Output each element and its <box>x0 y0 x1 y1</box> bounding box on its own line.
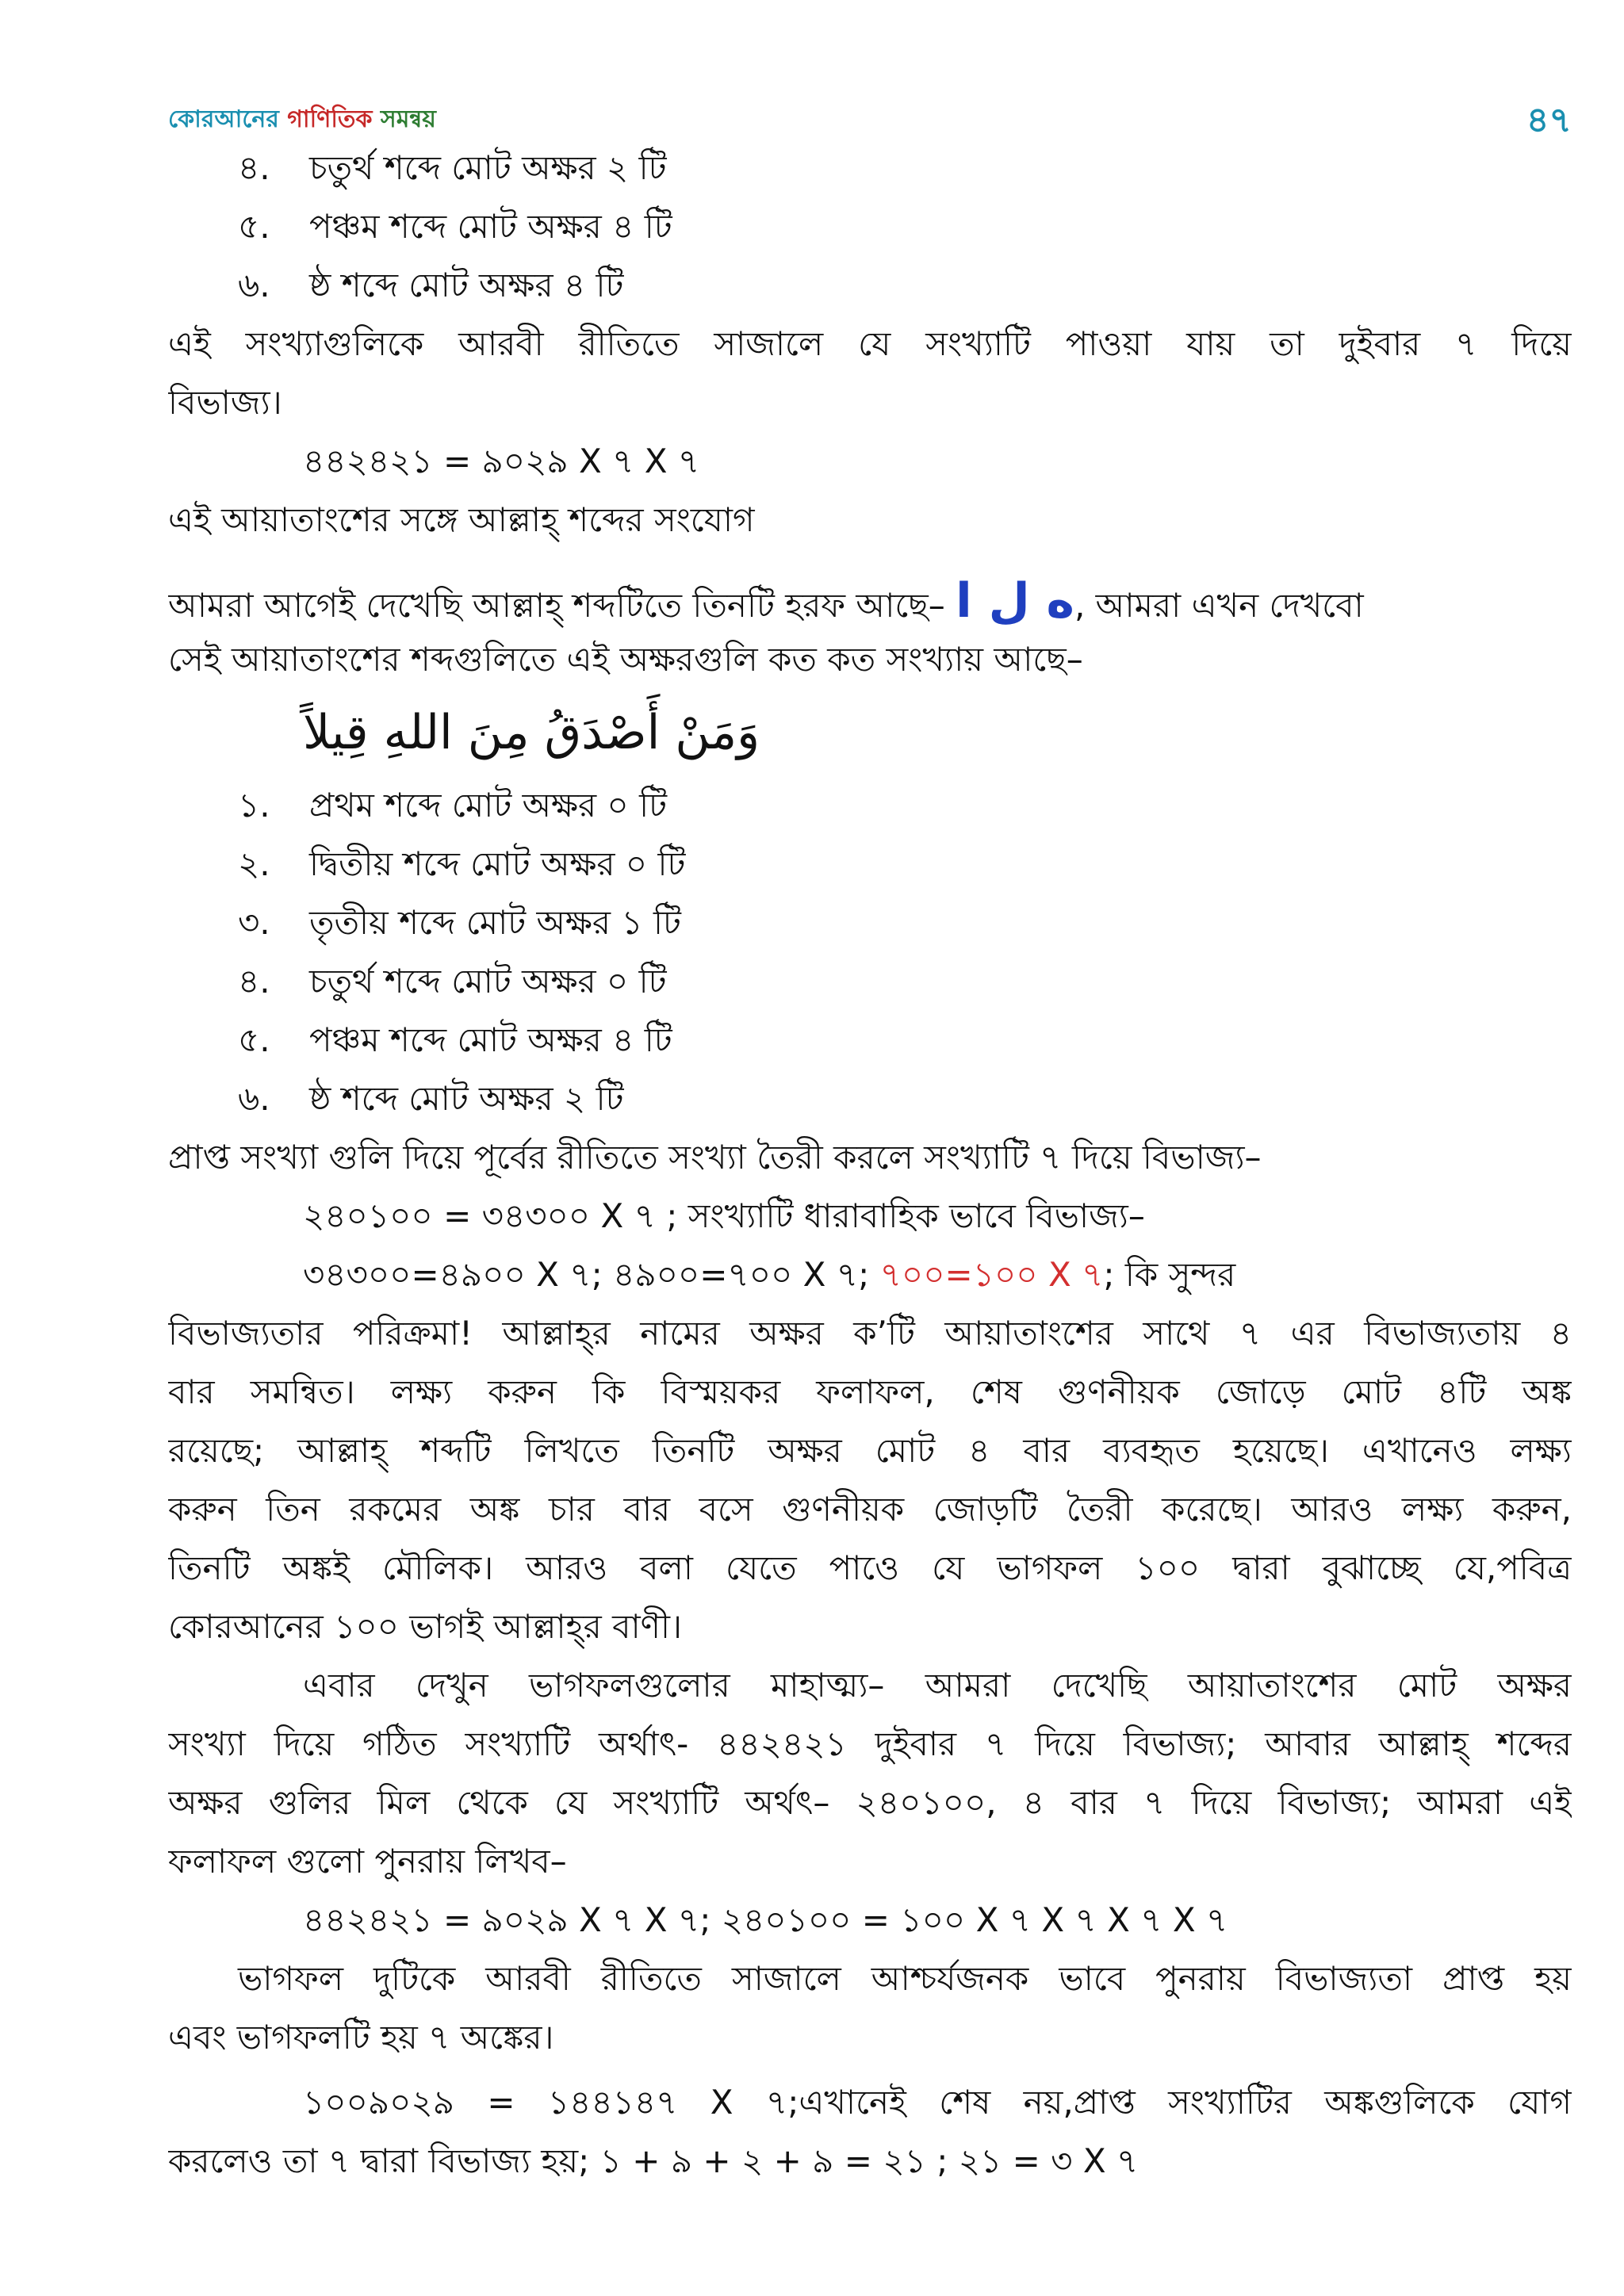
paragraph-line: তিনটি অঙ্কই মৌলিক। আরও বলা যেতে পাওে যে ভাগফল ১০০ দ্বারা বুঝাচ্ছে যে,পবিত্র <box>168 1548 1572 1587</box>
paragraph-line: বিভাজ্যতার পরিক্রমা! আল্লাহ্‌র নামের অক্ষর ক’টি আয়াতাংশের সাথে ৭ এর বিভাজ্যতায় ৪ <box>168 1314 1572 1353</box>
list-item <box>238 1070 1572 1128</box>
list-item-number: ১. <box>238 786 270 825</box>
equation-text: ৩৪৩০০=৪৯০০ X ৭; ৪৯০০=৭০০ X ৭; <box>303 1255 870 1294</box>
spacer <box>168 549 1572 572</box>
paragraph-line: ভাগফল দুটিকে আরবী রীতিতে সাজালে আশ্চর্যজনক ভাবে পুনরায় বিভাজ্যতা প্রাপ্ত হয় <box>238 1959 1572 1998</box>
paragraph-line: অক্ষর গুলির মিল থেকে যে সংখ্যাটি অর্থৎ– ২৪০১০০, ৪ বার ৭ দিয়ে বিভাজ্য; আমরা এই <box>168 1783 1572 1822</box>
list-item <box>238 256 1572 315</box>
paragraph-line: করুন তিন রকমের অঙ্ক চার বার বসে গুণনীয়ক জোড়টি তৈরী করেছে। আরও লক্ষ্য করুন, <box>168 1490 1572 1529</box>
list-item-text: চতুর্থ শব্দে মোট অক্ষর ০ টি <box>309 962 667 1001</box>
list-item-text: ষ্ঠ শব্দে মোট অক্ষর ৪ টি <box>309 266 624 304</box>
arabic-verse-text: وَمَنْ أَصْدَقُ مِنَ اللهِ قِيلاً <box>303 705 760 760</box>
paragraph-line: ফলাফল গুলো পুনরায় লিখব– <box>168 1842 567 1881</box>
list-item <box>238 952 1572 1011</box>
list-item-text: পঞ্চম শব্দে মোট অক্ষর ৪ টি <box>309 207 672 246</box>
list-item-number: ২. <box>238 844 270 883</box>
equation: ৪৪২৪২১ = ৯০২৯ X ৭ X ৭; ২৪০১০০ = ১০০ X ৭ X ৭ X ৭ X ৭ <box>303 1900 1228 1939</box>
list-item-number: ৩. <box>238 903 270 942</box>
equation <box>168 1246 1572 1304</box>
running-title <box>168 100 436 140</box>
paragraph-line: প্রাপ্ত সংখ্যা গুলি দিয়ে পূর্বের রীতিতে সংখ্যা তৈরী করলে সংখ্যাটি ৭ দিয়ে বিভাজ্য– <box>168 1138 1262 1177</box>
running-title-part-3: সমন্বয় <box>380 105 436 133</box>
page-body <box>168 139 1572 2191</box>
paragraph-text: আমরা আগেই দেখেছি আল্লাহ্ শব্দটিতে তিনটি হরফ আছে– <box>168 586 945 625</box>
equation-text: ; কি সুন্দর <box>1103 1255 1236 1294</box>
equation: ৪৪২৪২১ = ৯০২৯ X ৭ X ৭ <box>303 442 700 480</box>
equation: ২৪০১০০ = ৩৪৩০০ X ৭ ; সংখ্যাটি ধারাবাহিক ভাবে বিভাজ্য– <box>303 1196 1145 1235</box>
list-item <box>238 197 1572 256</box>
paragraph-line: এবং ভাগফলটি হয় ৭ অঙ্কের। <box>168 2018 554 2057</box>
list-item <box>238 776 1572 835</box>
list-item-text: তৃতীয় শব্দে মোট অক্ষর ১ টি <box>309 903 681 942</box>
list-item <box>238 894 1572 952</box>
list-item <box>238 1011 1572 1070</box>
paragraph-line: এই সংখ্যাগুলিকে আরবী রীতিতে সাজালে যে সংখ্যাটি পাওয়া যায় তা দুইবার ৭ দিয়ে <box>168 324 1572 363</box>
paragraph-line: বার সমন্বিত। লক্ষ্য করুন কি বিস্ময়কর ফলাফল, শেষ গুণনীয়ক জোড়ে মোট ৪টি অঙ্ক <box>168 1372 1572 1411</box>
list-item <box>238 139 1572 197</box>
paragraph-text: , আমরা এখন দেখবো <box>1074 586 1364 625</box>
paragraph-line <box>168 572 1572 630</box>
paragraph-line: সংখ্যা দিয়ে গঠিত সংখ্যাটি অর্থাৎ- ৪৪২৪২১ দুইবার ৭ দিয়ে বিভাজ্য; আবার আল্লাহ্ শব্দের <box>168 1724 1572 1763</box>
list-item-text: পঞ্চম শব্দে মোট অক্ষর ৪ টি <box>309 1020 672 1059</box>
paragraph-line: সেই আয়াতাংশের শব্দগুলিতে এই অক্ষরগুলি কত কত সংখ্যায় আছে– <box>168 640 1083 679</box>
list-item-number: ৪. <box>238 962 270 1001</box>
running-title-part-1: কোরআনের <box>168 105 288 133</box>
word-count-list-a <box>168 139 1572 315</box>
paragraph-line: রয়েছে; আল্লাহ্ শব্দটি লিখতে তিনটি অক্ষর মোট ৪ বার ব্যবহৃত হয়েছে। এখানেও লক্ষ্য <box>168 1431 1572 1470</box>
list-item-number: ৪. <box>238 148 270 187</box>
arabic-verse <box>168 689 1572 776</box>
list-item <box>238 835 1572 894</box>
list-item-number: ৬. <box>238 266 270 304</box>
paragraph-line: বিভাজ্য। <box>168 383 282 422</box>
paragraph-line: কোরআনের ১০০ ভাগই আল্লাহ্‌র বাণী। <box>168 1607 683 1646</box>
arabic-letters: ه ل ا <box>956 573 1074 629</box>
running-title-part-2: গাণিতিক <box>287 105 381 133</box>
list-item-text: দ্বিতীয় শব্দে মোট অক্ষর ০ টি <box>309 844 686 883</box>
section-heading: এই আয়াতাংশের সঙ্গে আল্লাহ্ শব্দের সংযোগ <box>168 500 755 539</box>
paragraph-line: করলেও তা ৭ দ্বারা বিভাজ্য হয়; ১ + ৯ + ২ + ৯ = ২১ ; ২১ = ৩ X ৭ <box>168 2141 1139 2180</box>
list-item-number: ৫. <box>238 207 270 246</box>
list-item-number: ৬. <box>238 1079 270 1118</box>
list-item-text: প্রথম শব্দে মোট অক্ষর ০ টি <box>309 786 667 825</box>
paragraph-line: ১০০৯০২৯ = ১৪৪১৪৭ X ৭;এখানেই শেষ নয়,প্রাপ্ত সংখ্যাটির অঙ্কগুলিকে যোগ <box>303 2083 1572 2122</box>
word-count-list-b <box>168 776 1572 1128</box>
page-number: ৪৭ <box>1526 100 1572 140</box>
highlighted-equation: ৭০০=১০০ X ৭ <box>879 1255 1104 1294</box>
list-item-text: ষ্ঠ শব্দে মোট অক্ষর ২ টি <box>309 1079 624 1118</box>
paragraph-line: এবার দেখুন ভাগফলগুলোর মাহাত্ম্য– আমরা দেখেছি আয়াতাংশের মোট অক্ষর <box>303 1666 1572 1705</box>
list-item-number: ৫. <box>238 1020 270 1059</box>
spacer <box>168 2067 1572 2073</box>
list-item-text: চতুর্থ শব্দে মোট অক্ষর ২ টি <box>309 148 667 187</box>
